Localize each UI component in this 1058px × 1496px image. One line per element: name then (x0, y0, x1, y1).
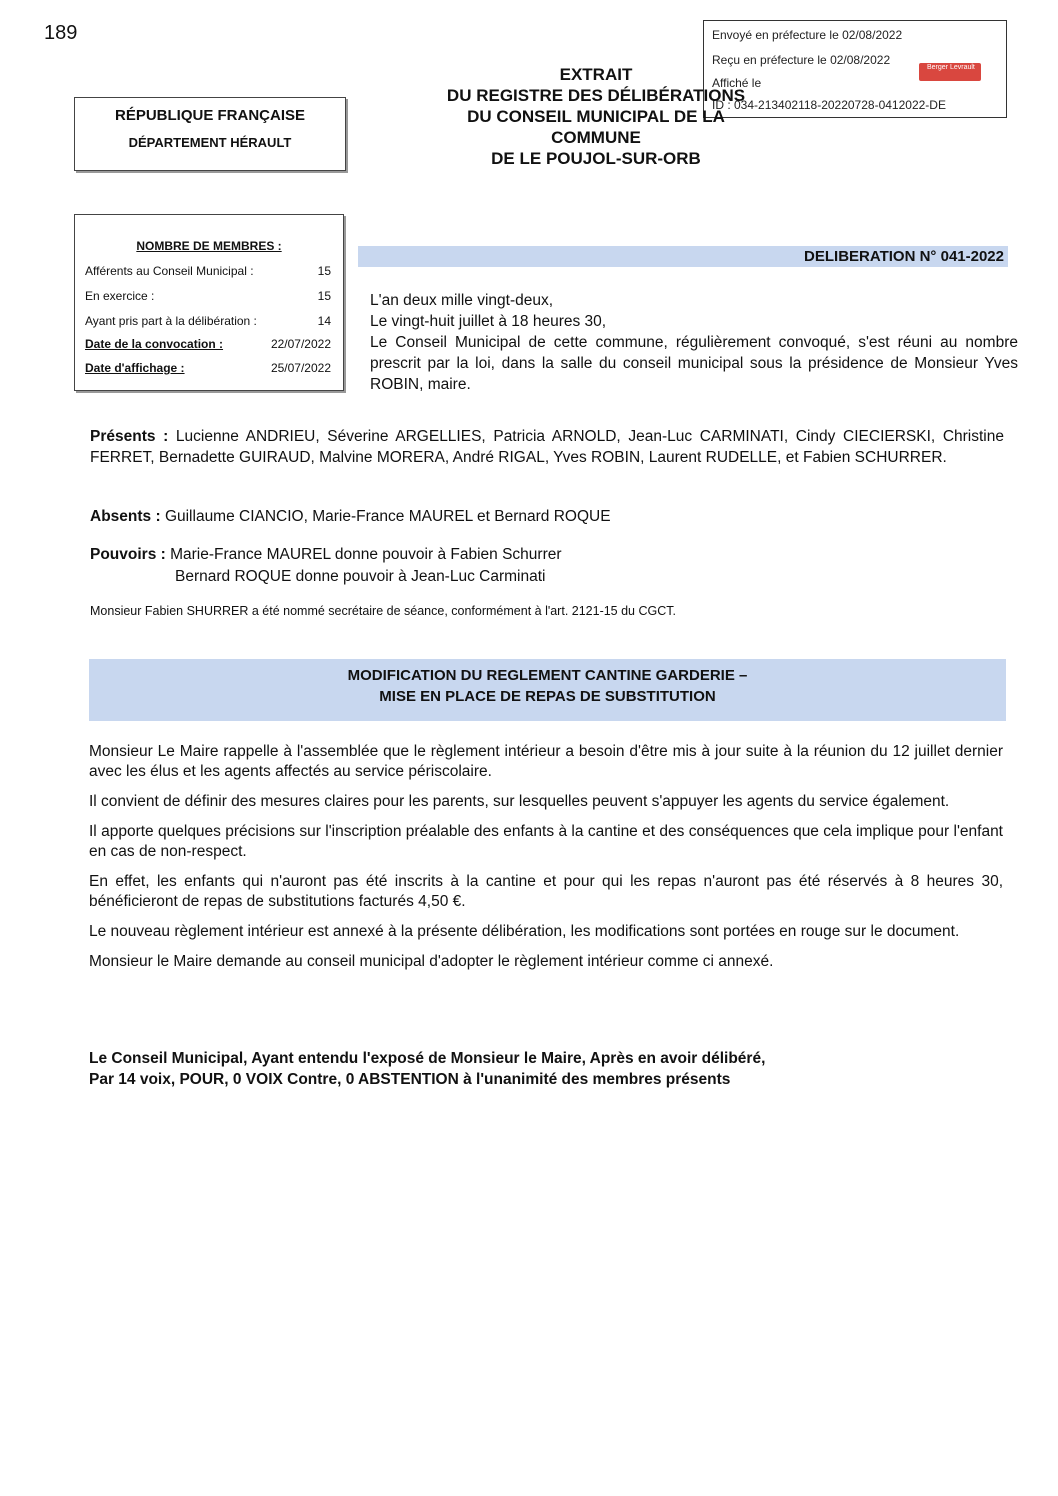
title-line: DE LE POUJOL-SUR-ORB (491, 149, 701, 168)
body-paragraph: En effet, les enfants qui n'auront pas été inscrits à la cantine et pour qui les repas n'auront pas été réservés à 8 heures 30, bénéficieront de repas de substitutions facturés 4,50 €. (89, 873, 1003, 910)
republic-label: RÉPUBLIQUE FRANÇAISE (114, 107, 305, 124)
title-line: DU CONSEIL MUNICIPAL DE LA (467, 107, 725, 126)
subject-line: MISE EN PLACE DE REPAS DE SUBSTITUTION (379, 688, 716, 705)
pouvoirs-line: Marie-France MAUREL donne pouvoir à Fabien Schurrer (170, 546, 562, 563)
body-paragraph: Le nouveau règlement intérieur est annexé à la présente délibération, les modifications sont portées en rouge sur le document. (89, 923, 960, 940)
members-label: Ayant pris part à la délibération : (85, 314, 257, 328)
stamp-sent: Envoyé en préfecture le 02/08/2022 (712, 28, 903, 42)
presents-block (90, 426, 1004, 468)
berger-levrault-logo: Berger Levrault (919, 63, 981, 81)
stamp-posted: Affiché le (712, 76, 762, 90)
absents-block (90, 508, 1004, 526)
presents-label: Présents : (90, 428, 169, 445)
presents-text: Lucienne ANDRIEU, Séverine ARGELLIES, Patricia ARNOLD, Jean-Luc CARMINATI, Cindy CIECIERSKI, Christine FERRET, Bernadette GUIRAUD, Malvine MORERA, André RIGAL, Yves ROBIN, Laurent RUDELLE, et Fabien SCHURRER. (90, 428, 1004, 466)
title-line: DU REGISTRE DES DÉLIBÉRATIONS (446, 86, 746, 105)
body-paragraph: Il apporte quelques précisions sur l'inscription préalable des enfants à la cantine et des conséquences que cela implique pour l'enfant en cas de non-respect. (89, 823, 1003, 860)
body-paragraph: Il convient de définir des mesures claires pour les parents, sur lesquelles peuvent s'appuyer les agents du service également. (89, 793, 950, 810)
title-line: COMMUNE (551, 128, 641, 147)
absents-text: Guillaume CIANCIO, Marie-France MAUREL et Bernard ROQUE (164, 508, 611, 525)
members-title: NOMBRE DE MEMBRES : (136, 239, 282, 253)
members-label: Date de la convocation : (85, 337, 224, 351)
stamp-id: ID : 034-213402118-20220728-0412022-DE (712, 98, 946, 112)
pouvoirs-block (90, 544, 1004, 588)
absents-label: Absents : (90, 508, 161, 525)
members-box (74, 214, 344, 391)
subject-band (89, 659, 1006, 721)
title-line: EXTRAIT (559, 65, 633, 84)
members-value: 15 (317, 264, 331, 278)
subject-line: MODIFICATION DU REGLEMENT CANTINE GARDERIE – (347, 667, 748, 684)
members-label: Date d'affichage : (85, 361, 185, 375)
members-label: Afférents au Conseil Municipal : (85, 264, 254, 278)
department-label: DÉPARTEMENT HÉRAULT (128, 135, 292, 150)
decision-line: Par 14 voix, POUR, 0 VOIX Contre, 0 ABSTENTION à l'unanimité des membres présents (89, 1071, 731, 1088)
pouvoirs-line: Bernard ROQUE donne pouvoir à Jean-Luc Carminati (175, 568, 546, 585)
pouvoirs-label: Pouvoirs : (90, 546, 166, 563)
members-value: 14 (317, 314, 331, 328)
secretary-note: Monsieur Fabien SHURRER a été nommé secrétaire de séance, conformément à l'art. 2121-15 du CGCT. (90, 604, 676, 618)
republic-box (74, 97, 346, 171)
page-number: 189 (44, 22, 78, 44)
intro-line: L'an deux mille vingt-deux, (370, 292, 554, 309)
members-value: 25/07/2022 (270, 361, 331, 375)
body-paragraph: Monsieur Le Maire rappelle à l'assemblée que le règlement intérieur a besoin d'être mis à jour suite à la réunion du 12 juillet dernier avec les élus et les agents affectés au service périscolaire. (89, 743, 1003, 780)
members-value: 15 (317, 289, 331, 303)
intro-paragraph: Le Conseil Municipal de cette commune, régulièrement convoqué, s'est réuni au nombre prescrit par la loi, dans la salle du conseil municipal sous la présidence de Monsieur Yves ROBIN, maire. (370, 334, 1018, 393)
deliberation-number: DELIBERATION N° 041-2022 (358, 246, 1008, 267)
members-value: 22/07/2022 (270, 337, 331, 351)
intro-block (370, 290, 1018, 395)
decision-block (89, 1048, 1003, 1090)
body-text (89, 742, 1003, 982)
decision-line: Le Conseil Municipal, Ayant entendu l'exposé de Monsieur le Maire, Après en avoir délibéré, (89, 1050, 766, 1067)
stamp-received: Reçu en préfecture le 02/08/2022 (712, 53, 891, 67)
body-paragraph: Monsieur le Maire demande au conseil municipal d'adopter le règlement intérieur comme ci annexé. (89, 953, 774, 970)
document-title (404, 64, 788, 169)
members-label: En exercice : (85, 289, 155, 303)
intro-line: Le vingt-huit juillet à 18 heures 30, (370, 313, 607, 330)
